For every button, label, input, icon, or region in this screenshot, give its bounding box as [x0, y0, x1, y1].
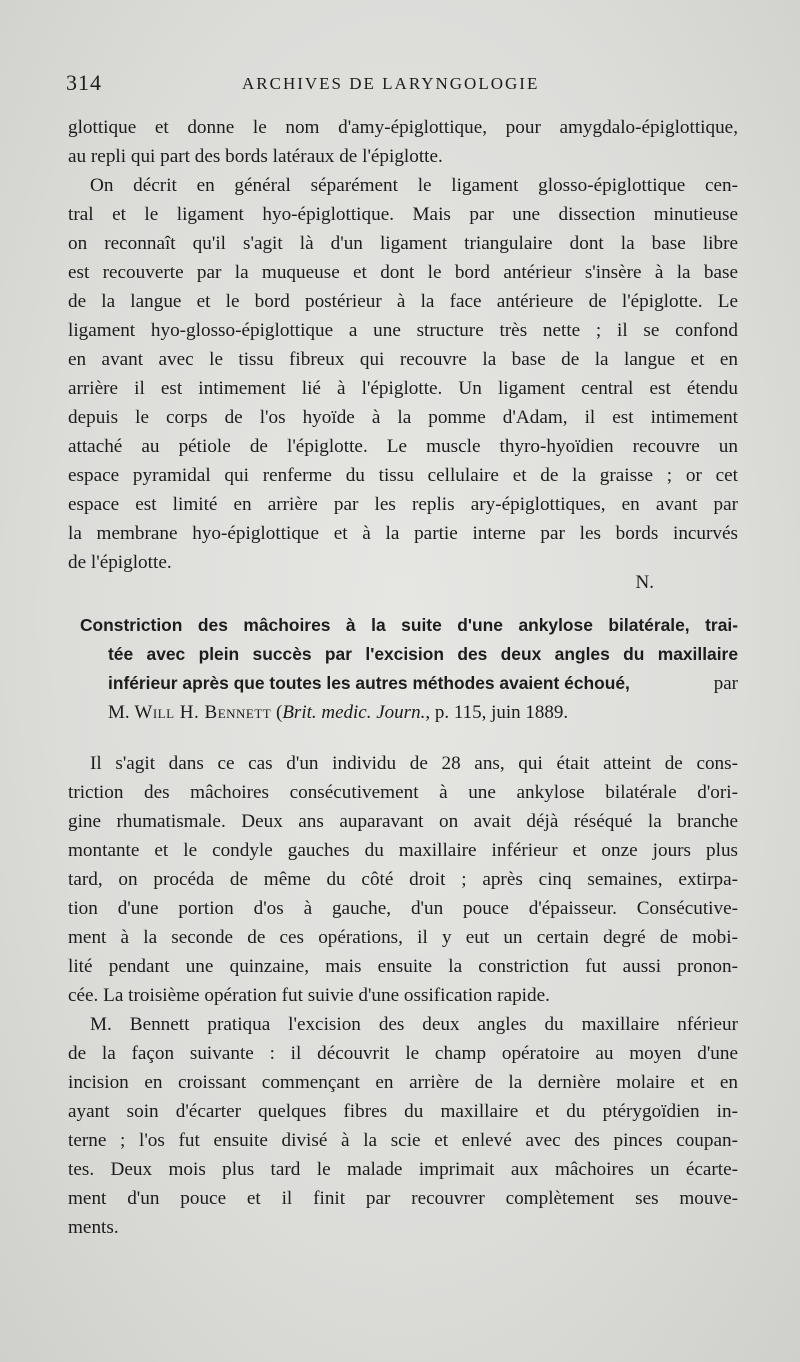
text-line: ligament hyo-glosso-épiglottique a une structure très nette ; il se confond: [68, 320, 738, 341]
text-line: ment à la seconde de ces opérations, il y eut un certain degré de mobi-: [68, 927, 738, 948]
text-line: gine rhumatismale. Deux ans auparavant on avait déjà réséqué la branche: [68, 811, 738, 832]
page-header: [66, 64, 738, 100]
text-line: au repli qui part des bords latéraux de l'épiglotte.: [68, 146, 443, 167]
citation-author-prefix: M.: [108, 702, 130, 723]
text-line: tion d'une portion d'os à gauche, d'un pouce d'épaisseur. Consécutive-: [68, 898, 738, 919]
paragraph-2: [68, 171, 738, 577]
text-line: la membrane hyo-épiglottique et à la partie interne par les bords incurvés: [68, 523, 738, 544]
text-line: M. Bennett pratiqua l'excision des deux angles du maxillaire nférieur: [90, 1014, 738, 1035]
text-line: cée. La troisième opération fut suivie d'une ossification rapide.: [68, 985, 550, 1006]
text-line: de la façon suivante : il découvrit le champ opératoire au moyen d'une: [68, 1043, 738, 1064]
text-line: ayant soin d'écarter quelques fibres du maxillaire et du ptérygoïdien in-: [68, 1101, 738, 1122]
paragraph-3: [68, 749, 738, 1010]
section-title: [80, 611, 738, 727]
citation-open: (: [275, 702, 283, 723]
citation-author: Will H. Bennett: [134, 702, 272, 723]
text-line: en avant avec le tissu fibreux qui recouvre la base de la langue et en: [68, 349, 738, 370]
text-line: incision en croissant commençant en arrière de la dernière molaire et en: [68, 1072, 738, 1093]
citation-rest: , p. 115, juin 1889.: [425, 702, 569, 723]
title-line: tée avec plein succès par l'excision des deux angles du maxillaire: [108, 644, 738, 664]
text-line: On décrit en général séparément le ligament glosso-épiglottique cen-: [90, 175, 738, 196]
title-line: Constriction des mâchoires à la suite d'une ankylose bilatérale, trai-: [80, 615, 738, 635]
text-line: espace est limité en arrière par les replis ary-épiglottiques, en avant par: [68, 494, 738, 515]
text-line: depuis le corps de l'os hyoïde à la pomme d'Adam, il est intimement: [68, 407, 738, 428]
text-line: ment d'un pouce et il finit par recouvrer complètement ses mouve-: [68, 1188, 738, 1209]
text-line: terne ; l'os fut ensuite divisé à la scie et enlevé avec des pinces coupan-: [68, 1130, 738, 1151]
text-line: attaché au pétiole de l'épiglotte. Le muscle thyro-hyoïdien recouvre un: [68, 436, 738, 457]
text-line: triction des mâchoires consécutivement à une ankylose bilatérale d'ori-: [68, 782, 738, 803]
text-line: arrière il est intimement lié à l'épiglotte. Un ligament central est étendu: [68, 378, 738, 399]
text-line: tes. Deux mois plus tard le malade imprimait aux mâchoires un écarte-: [68, 1159, 738, 1180]
text-line: tard, on procéda de même du côté droit ; après cinq semaines, extirpa-: [68, 869, 738, 890]
text-line: est recouverte par la muqueuse et dont le bord antérieur s'insère à la base: [68, 262, 738, 283]
text-line: de l'épiglotte.: [68, 552, 172, 573]
paragraph-1: [68, 113, 738, 171]
text-line: de la langue et le bord postérieur à la face antérieure de l'épiglotte. Le: [68, 291, 738, 312]
text-line: Il s'agit dans ce cas d'un individu de 28 ans, qui était atteint de cons-: [90, 753, 738, 774]
text-line: espace pyramidal qui renferme du tissu cellulaire et de la graisse ; or cet: [68, 465, 738, 486]
text-line: tral et le ligament hyo-épiglottique. Mais par une dissection minutieuse: [68, 204, 738, 225]
title-tail: par: [713, 673, 738, 694]
title-line: inférieur après que toutes les autres méthodes avaient échoué,: [108, 673, 630, 693]
text-line: montante et le condyle gauches du maxillaire inférieur et onze jours plus: [68, 840, 738, 861]
text-line: on reconnaît qu'il s'agit là d'un ligament triangulaire dont la base libre: [68, 233, 738, 254]
author-signature: N.: [635, 572, 654, 593]
body-text: [68, 113, 738, 1242]
running-title: ARCHIVES DE LARYNGOLOGIE: [242, 74, 540, 93]
text-line: ments.: [68, 1217, 119, 1238]
citation-journal: Brit. medic. Journ.: [282, 702, 426, 723]
section-spacer: [68, 727, 738, 749]
title-line-3: [80, 669, 738, 698]
text-line: lité pendant une quinzaine, mais ensuite la constriction fut aussi pronon-: [68, 956, 738, 977]
citation: [80, 698, 738, 727]
page-number: 314: [66, 70, 102, 95]
text-line: glottique et donne le nom d'amy-épiglottique, pour amygdalo-épiglottique,: [68, 117, 738, 138]
paragraph-4: [68, 1010, 738, 1242]
